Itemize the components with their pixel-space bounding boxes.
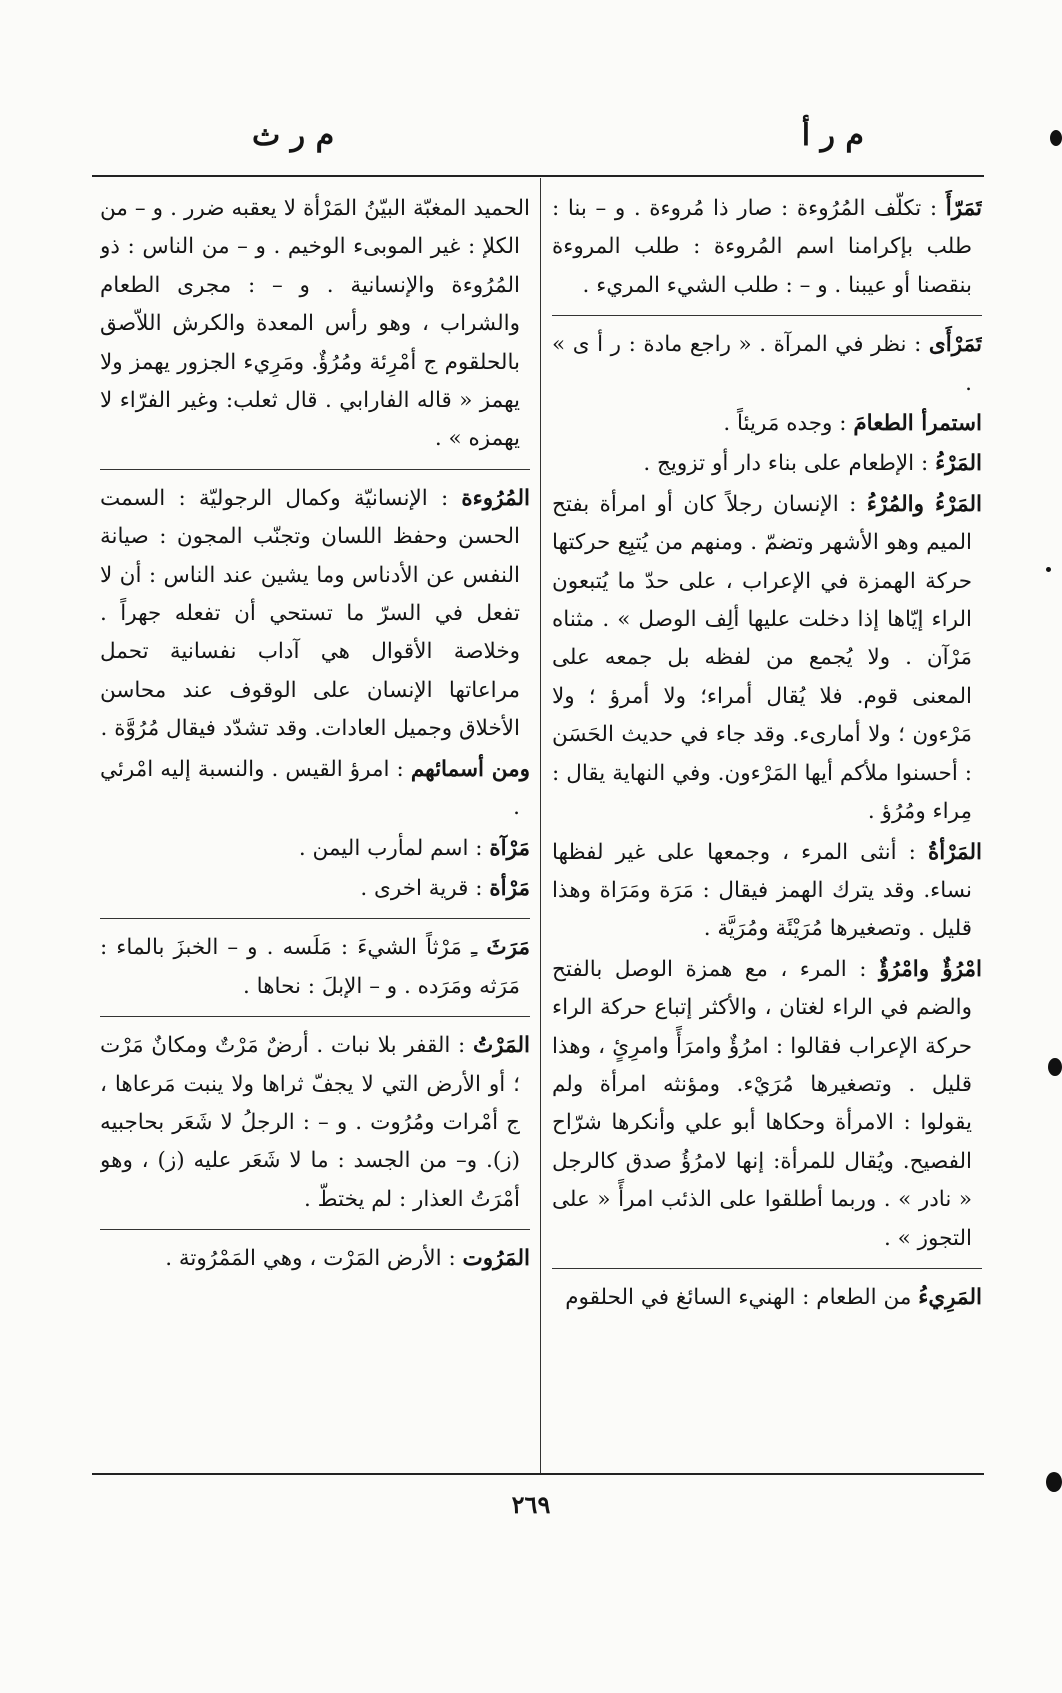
headword: مَرْآة <box>489 835 530 861</box>
column-divider <box>540 178 541 1473</box>
headword: المَرُوت <box>462 1246 530 1272</box>
definition: : تكلّف المُرُوءة : صار ذا مُروءة . و – بنا : طلب بإكرامنا اسم المُروءة : طلب المروءة بنقصنا أو عيبنا . و – : طلب الشيء المريء . <box>552 196 972 298</box>
entry <box>100 1027 530 1219</box>
definition: : الأرض المَرْت ، وهي المَمْرُوتة . <box>165 1246 456 1272</box>
entry-separator <box>100 1229 530 1230</box>
top-rule <box>92 175 984 177</box>
page-number: ٢٦٩ <box>511 1490 551 1519</box>
entry <box>100 870 530 908</box>
running-headers <box>92 118 984 178</box>
definition: : نظر في المرآة . « راجع مادة : ر أ ى » . <box>552 332 972 396</box>
definition: : امرؤ القيس . والنسبة إليه امْرئي . <box>100 756 520 821</box>
definition: : الإطعام على بناء دار أو تزويج . <box>643 451 929 477</box>
header-left-root: م ر ث <box>252 118 335 153</box>
right-column <box>552 190 982 1470</box>
headword: مَرَثَ <box>486 935 530 961</box>
entry-separator <box>100 469 530 470</box>
headword: تَمَرّأَ <box>945 196 982 221</box>
definition: : المرء ، مع همزة الوصل بالفتح والضم في الراء لغتان ، والأكثر إتباع حركة الراء حركة الإعراب فقالوا : امرُؤٌ وامرَأً وامرِئٍ ، وهذا قليل . وتصغيرها مُرَيْء. ومؤنثه امرأة ولم يقولوا : الامرأة وحكاها أبو علي وأنكرها شرّاح الفصيح. ويُقال للمرأة: إنها لامرُؤُ صدق كالرجل « نادر » . وربما أطلقوا على الذئب امرأً « على التجوز » . <box>552 956 972 1251</box>
entry <box>552 445 982 483</box>
headword: استمرأ الطعامَ <box>853 411 982 437</box>
definition: : قرية اخرى . <box>360 875 483 901</box>
entry <box>100 830 530 868</box>
definition: الحميد المغبّة البيّنُ المَرْأة لا يعقبه ضرر . و – من الكلإ : غير الموبىء الوخيم . و – من الناس : ذو المُرُوءة والإنسانية . و – : مجرى الطعام والشراب ، وهو رأس المعدة والكرش اللاّصق بالحلقوم ج أمْرِئة ومُرُؤٌ. ومَرِيء الجزور يهمز ولا يهمز « قاله الفارابي . قال ثعلب: وغير الفرّاء لا يهمزه » . <box>100 196 530 452</box>
headword: تَمَرْأَى <box>928 332 982 358</box>
entry-separator <box>100 918 530 919</box>
headword: المَرْءُ والمُرْءُ <box>866 491 982 517</box>
entry <box>100 751 530 828</box>
definition: : الإنسان رجلاً كان أو امرأة بفتح الميم وهو الأشهر وتضمّ . ومنهم من يُتبِع حركتها حركة الهمزة في الإعراب ، على حدّ ما يُتبعون الراء إيّاها إذا دخلت عليها ألِف الوصل » . مثناه مَرْآن . ولا يُجمع من لفظه بل جمعه على المعنى قوم. فلا يُقال أمراء؛ ولا أمرؤ ؛ ولا مَرْءون ؛ ولا أمارىء. وقد جاء في حديث الحَسَن : أحسنوا ملأكم أيها المَرْءون. وفي النهاية يقال : مِراء ومُرُؤ . <box>552 491 972 825</box>
headword: المَرْأةُ <box>927 839 982 865</box>
entry <box>552 326 982 403</box>
headword: امْرُؤٌ وامْرُؤٌ <box>879 956 982 982</box>
bottom-rule <box>92 1473 984 1475</box>
headword: ومن أسمائهم <box>410 756 530 782</box>
definition: : القفر بلا نبات . أرضٌ مَرْتٌ ومكانٌ مَرْت ؛ أو الأرض التي لا يجفّ ثراها ولا ينبت مَرعاها ، ج أمْرات ومُرُوت . و – : الرجلُ لا شَعَر بحاجبيه (ز). و– من الجسد : ما لا شَعَر عليه (ز) ، وهو أمْرَتُ العذار : لم يختطّ . <box>100 1033 520 1212</box>
entry <box>552 486 982 832</box>
entry <box>552 834 982 949</box>
binding-mark <box>1046 1472 1062 1492</box>
binding-mark <box>1048 1058 1062 1076</box>
definition: من الطعام : الهنيء السائغ في الحلقوم <box>565 1284 912 1310</box>
entry <box>552 1279 982 1317</box>
definition: ـِ مَرْثاً الشيءَ : مَلَسه . و – الخبزَ بالماء : مَرَثه ومَرَده . و – الإبلَ : نحاها . <box>100 935 520 999</box>
entry-continuation <box>100 190 530 459</box>
headword: مَرْأة <box>489 875 530 901</box>
entry <box>552 405 982 443</box>
headword: المَرْءُ <box>935 451 982 477</box>
left-column <box>100 190 530 1470</box>
entry-separator <box>100 1016 530 1017</box>
binding-mark <box>1050 130 1062 146</box>
entry <box>552 190 982 305</box>
definition: : الإنسانيّة وكمال الرجوليّة : السمت الحسن وحفظ اللسان وتجنّب المجون : صيانة النفس عن الأدناس وما يشين عند الناس : أن لا تفعل في السرّ ما تستحي أن تفعله جهراً . وخلاصة الأقوال هي آداب نفسانية تحمل مراعاتها الإنسان على الوقوف عند محاسن الأخلاق وجميل العادات. وقد تشدّد فيقال مُرُوَّة . <box>100 485 520 742</box>
entry-separator <box>552 1268 982 1269</box>
definition: : أنثى المرء ، وجمعها على غير لفظها نساء. وقد يترك الهمز فيقال : مَرَة ومَرَاة وهذا قليل . وتصغيرها مُرَيْئَة ومُرَيَّة . <box>552 839 972 942</box>
headword: المُرُوءة <box>461 485 530 511</box>
entry-separator <box>552 315 982 316</box>
scan-speck <box>1046 567 1051 572</box>
entry <box>100 480 530 749</box>
definition: : اسم لمأرب اليمن . <box>298 835 483 861</box>
header-right-root: م ر أ <box>801 118 864 153</box>
definition: : وجده مَريئاً . <box>723 411 847 437</box>
headword: المَرِيءُ <box>918 1284 982 1310</box>
headword: المَرْتُ <box>472 1033 530 1059</box>
entry <box>100 1240 530 1278</box>
entry <box>100 929 530 1006</box>
entry <box>552 951 982 1258</box>
